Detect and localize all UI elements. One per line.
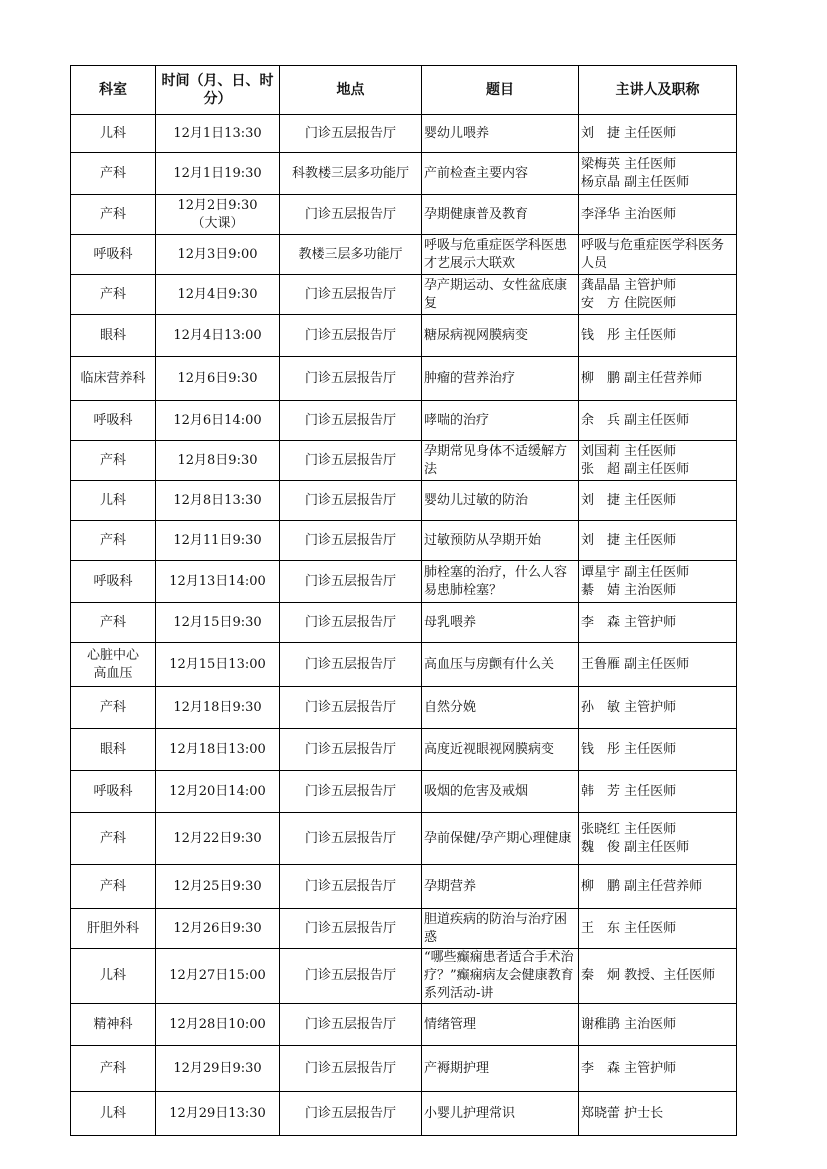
time-cell: 12月2日9:30 （大课） xyxy=(156,195,280,235)
table-row xyxy=(71,603,737,643)
speaker-cell: 余 兵 副主任医师 xyxy=(579,401,737,441)
place-cell: 门诊五层报告厅 xyxy=(280,729,422,771)
time-cell: 12月25日9:30 xyxy=(156,865,280,909)
department-cell: 肝胆外科 xyxy=(71,909,156,949)
header-time: 时间（月、日、时分） xyxy=(156,66,280,115)
department-cell: 产科 xyxy=(71,521,156,561)
department-cell: 儿科 xyxy=(71,481,156,521)
place-cell: 门诊五层报告厅 xyxy=(280,909,422,949)
department-cell: 精神科 xyxy=(71,1004,156,1046)
time-cell: 12月11日9:30 xyxy=(156,521,280,561)
speaker-cell: 谢稚鹃 主治医师 xyxy=(579,1004,737,1046)
speaker-cell: 李 森 主管护师 xyxy=(579,603,737,643)
speaker-cell: 秦 炯 教授、主任医师 xyxy=(579,949,737,1004)
speaker-cell: 韩 芳 主任医师 xyxy=(579,771,737,813)
place-cell: 教楼三层多功能厅 xyxy=(280,235,422,275)
time-cell: 12月29日13:30 xyxy=(156,1092,280,1136)
table-row xyxy=(71,1004,737,1046)
time-cell: 12月13日14:00 xyxy=(156,561,280,603)
department-cell: 眼科 xyxy=(71,729,156,771)
topic-cell: 孕期常见身体不适缓解方法 xyxy=(422,441,579,481)
time-cell: 12月8日13:30 xyxy=(156,481,280,521)
table-row xyxy=(71,771,737,813)
place-cell: 门诊五层报告厅 xyxy=(280,521,422,561)
speaker-cell: 钱 彤 主任医师 xyxy=(579,729,737,771)
speaker-cell: 刘 捷 主任医师 xyxy=(579,521,737,561)
table-row xyxy=(71,687,737,729)
table-row xyxy=(71,909,737,949)
topic-cell: 母乳喂养 xyxy=(422,603,579,643)
topic-cell: 高血压与房颤有什么关 xyxy=(422,643,579,687)
time-cell: 12月1日19:30 xyxy=(156,153,280,195)
topic-cell: 吸烟的危害及戒烟 xyxy=(422,771,579,813)
place-cell: 门诊五层报告厅 xyxy=(280,771,422,813)
speaker-cell: 李泽华 主治医师 xyxy=(579,195,737,235)
speaker-cell: 谭星宇 副主任医师 綦 婧 主治医师 xyxy=(579,561,737,603)
time-cell: 12月3日9:00 xyxy=(156,235,280,275)
topic-cell: 婴幼儿过敏的防治 xyxy=(422,481,579,521)
department-cell: 临床营养科 xyxy=(71,357,156,401)
speaker-cell: 刘国莉 主任医师 张 超 副主任医师 xyxy=(579,441,737,481)
topic-cell: 小婴儿护理常识 xyxy=(422,1092,579,1136)
place-cell: 门诊五层报告厅 xyxy=(280,687,422,729)
table-row xyxy=(71,949,737,1004)
time-cell: 12月27日15:00 xyxy=(156,949,280,1004)
topic-cell: 糖尿病视网膜病变 xyxy=(422,315,579,357)
time-cell: 12月4日9:30 xyxy=(156,275,280,315)
time-cell: 12月8日9:30 xyxy=(156,441,280,481)
place-cell: 门诊五层报告厅 xyxy=(280,1092,422,1136)
department-cell: 呼吸科 xyxy=(71,561,156,603)
table-row xyxy=(71,1046,737,1092)
topic-cell: 哮喘的治疗 xyxy=(422,401,579,441)
speaker-cell: 郑晓蕾 护士长 xyxy=(579,1092,737,1136)
department-cell: 产科 xyxy=(71,687,156,729)
department-cell: 呼吸科 xyxy=(71,771,156,813)
place-cell: 门诊五层报告厅 xyxy=(280,481,422,521)
department-cell: 产科 xyxy=(71,441,156,481)
table-row xyxy=(71,441,737,481)
department-cell: 产科 xyxy=(71,275,156,315)
place-cell: 门诊五层报告厅 xyxy=(280,441,422,481)
schedule-body xyxy=(71,115,737,1136)
header-department: 科室 xyxy=(71,66,156,115)
header-topic: 题目 xyxy=(422,66,579,115)
department-cell: 心脏中心 高血压 xyxy=(71,643,156,687)
time-cell: 12月4日13:00 xyxy=(156,315,280,357)
place-cell: 门诊五层报告厅 xyxy=(280,315,422,357)
speaker-cell: 孙 敏 主管护师 xyxy=(579,687,737,729)
topic-cell: 自然分娩 xyxy=(422,687,579,729)
time-cell: 12月15日13:00 xyxy=(156,643,280,687)
speaker-cell: 刘 捷 主任医师 xyxy=(579,481,737,521)
topic-cell: 肺栓塞的治疗，什么人容易患肺栓塞？ xyxy=(422,561,579,603)
table-row xyxy=(71,561,737,603)
place-cell: 门诊五层报告厅 xyxy=(280,865,422,909)
topic-cell: 胆道疾病的防治与治疗困惑 xyxy=(422,909,579,949)
department-cell: 眼科 xyxy=(71,315,156,357)
table-row xyxy=(71,195,737,235)
time-cell: 12月1日13:30 xyxy=(156,115,280,153)
time-cell: 12月6日14:00 xyxy=(156,401,280,441)
place-cell: 门诊五层报告厅 xyxy=(280,561,422,603)
table-row xyxy=(71,315,737,357)
place-cell: 门诊五层报告厅 xyxy=(280,401,422,441)
speaker-cell: 龚晶晶 主管护师 安 方 住院医师 xyxy=(579,275,737,315)
table-row xyxy=(71,729,737,771)
time-cell: 12月26日9:30 xyxy=(156,909,280,949)
table-row xyxy=(71,643,737,687)
topic-cell: 呼吸与危重症医学科医患才艺展示大联欢 xyxy=(422,235,579,275)
place-cell: 门诊五层报告厅 xyxy=(280,643,422,687)
time-cell: 12月15日9:30 xyxy=(156,603,280,643)
place-cell: 门诊五层报告厅 xyxy=(280,1046,422,1092)
table-row xyxy=(71,275,737,315)
department-cell: 产科 xyxy=(71,195,156,235)
speaker-cell: 柳 鹏 副主任营养师 xyxy=(579,865,737,909)
time-cell: 12月22日9:30 xyxy=(156,813,280,865)
speaker-cell: 呼吸与危重症医学科医务人员 xyxy=(579,235,737,275)
speaker-cell: 王 东 主任医师 xyxy=(579,909,737,949)
speaker-cell: 李 森 主管护师 xyxy=(579,1046,737,1092)
topic-cell: 孕产期运动、女性盆底康复 xyxy=(422,275,579,315)
place-cell: 门诊五层报告厅 xyxy=(280,195,422,235)
department-cell: 产科 xyxy=(71,813,156,865)
table-row xyxy=(71,401,737,441)
department-cell: 儿科 xyxy=(71,949,156,1004)
header-speaker: 主讲人及职称 xyxy=(579,66,737,115)
table-row xyxy=(71,115,737,153)
topic-cell: 高度近视眼视网膜病变 xyxy=(422,729,579,771)
table-row xyxy=(71,813,737,865)
department-cell: 产科 xyxy=(71,603,156,643)
speaker-cell: 钱 彤 主任医师 xyxy=(579,315,737,357)
speaker-cell: 王鲁雁 副主任医师 xyxy=(579,643,737,687)
place-cell: 门诊五层报告厅 xyxy=(280,813,422,865)
topic-cell: 过敏预防从孕期开始 xyxy=(422,521,579,561)
department-cell: 呼吸科 xyxy=(71,235,156,275)
table-row xyxy=(71,235,737,275)
speaker-cell: 刘 捷 主任医师 xyxy=(579,115,737,153)
department-cell: 呼吸科 xyxy=(71,401,156,441)
department-cell: 儿科 xyxy=(71,1092,156,1136)
topic-cell: 情绪管理 xyxy=(422,1004,579,1046)
topic-cell: 孕前保健/孕产期心理健康 xyxy=(422,813,579,865)
table-row xyxy=(71,521,737,561)
table-row xyxy=(71,481,737,521)
topic-cell: “哪些癫痫患者适合手术治疗？”癫痫病友会健康教育系列活动-讲 xyxy=(422,949,579,1004)
table-row xyxy=(71,357,737,401)
place-cell: 门诊五层报告厅 xyxy=(280,603,422,643)
place-cell: 门诊五层报告厅 xyxy=(280,357,422,401)
schedule-table xyxy=(70,65,737,1136)
topic-cell: 婴幼儿喂养 xyxy=(422,115,579,153)
department-cell: 儿科 xyxy=(71,115,156,153)
topic-cell: 产前检查主要内容 xyxy=(422,153,579,195)
table-row xyxy=(71,1092,737,1136)
place-cell: 科教楼三层多功能厅 xyxy=(280,153,422,195)
table-row xyxy=(71,153,737,195)
department-cell: 产科 xyxy=(71,1046,156,1092)
header-row xyxy=(71,66,737,115)
topic-cell: 孕期营养 xyxy=(422,865,579,909)
time-cell: 12月18日9:30 xyxy=(156,687,280,729)
table-row xyxy=(71,865,737,909)
department-cell: 产科 xyxy=(71,153,156,195)
place-cell: 门诊五层报告厅 xyxy=(280,1004,422,1046)
place-cell: 门诊五层报告厅 xyxy=(280,115,422,153)
speaker-cell: 张晓红 主任医师 魏 俊 副主任医师 xyxy=(579,813,737,865)
topic-cell: 肿瘤的营养治疗 xyxy=(422,357,579,401)
time-cell: 12月6日9:30 xyxy=(156,357,280,401)
speaker-cell: 梁梅英 主任医师 杨京晶 副主任医师 xyxy=(579,153,737,195)
time-cell: 12月28日10:00 xyxy=(156,1004,280,1046)
department-cell: 产科 xyxy=(71,865,156,909)
topic-cell: 孕期健康普及教育 xyxy=(422,195,579,235)
header-place: 地点 xyxy=(280,66,422,115)
time-cell: 12月20日14:00 xyxy=(156,771,280,813)
place-cell: 门诊五层报告厅 xyxy=(280,949,422,1004)
time-cell: 12月18日13:00 xyxy=(156,729,280,771)
place-cell: 门诊五层报告厅 xyxy=(280,275,422,315)
speaker-cell: 柳 鹏 副主任营养师 xyxy=(579,357,737,401)
topic-cell: 产褥期护理 xyxy=(422,1046,579,1092)
time-cell: 12月29日9:30 xyxy=(156,1046,280,1092)
